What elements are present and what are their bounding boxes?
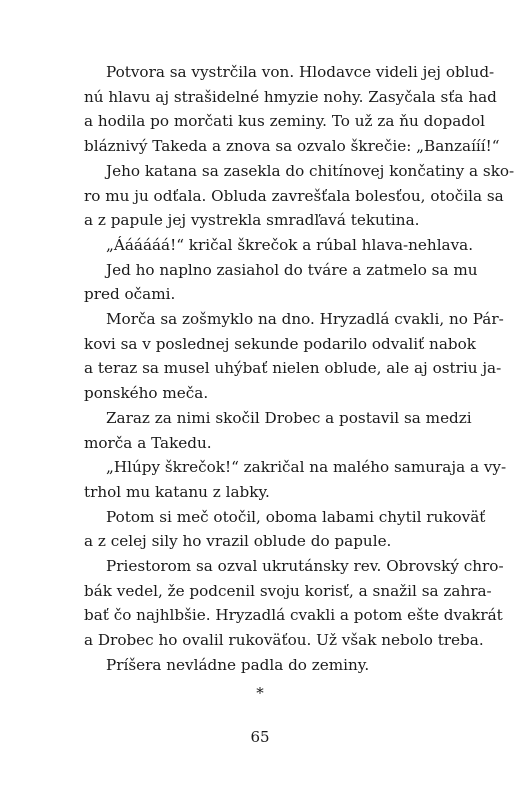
text-line: bláznivý Takeda a znova sa ozvalo škrečie: „Banzaííí!“ [84,137,500,156]
text-line: a teraz sa musel uhýbať nielen oblude, ale aj ostriu ja- [84,359,502,378]
text-line: a hodila po morčati kus zeminy. To už za ňu dopadol [84,112,485,131]
text-line: a z celej sily ho vrazil oblude do papule. [84,532,392,551]
text-line: morča a Takedu. [84,433,212,452]
text-line: Priestorom sa ozval ukrutánsky rev. Obrovský chro- [106,557,504,576]
text-line: a z papule jej vystrekla smradľavá tekutina. [84,211,420,230]
body-text [84,60,515,678]
text-line: Potvora sa vystrčila von. Hlodavce videli jej oblud- [106,63,495,81]
text-line: trhol mu katanu z labky. [84,482,270,501]
text-line: Morča sa zošmyklo na dno. Hryzadlá cvakli, no Pár- [106,310,504,329]
text-line: pred očami. [84,285,176,304]
section-separator: * [256,684,264,702]
text-line: kovi sa v poslednej sekunde podarilo odvaliť nabok [84,334,476,353]
text-line: Potom si meč otočil, oboma labami chytil rukoväť [106,507,486,526]
text-line: „Hlúpy škrečok!“ zakričal na malého samuraja a vy- [106,458,507,477]
text-line: a Drobec ho ovalil rukoväťou. Už však nebolo treba. [84,631,484,650]
text-line: Jed ho naplno zasiahol do tváre a zatmelo sa mu [106,260,478,279]
text-line: nú hlavu aj strašidelné hmyzie nohy. Zasyčala sťa had [84,87,497,106]
text-line: ponského meča. [84,384,209,403]
page-number: 65 [250,728,270,746]
text-line: Zaraz za nimi skočil Drobec a postavil sa medzi [106,408,472,427]
text-line: bať čo najhlbšie. Hryzadlá cvakli a potom ešte dvakrát [84,606,503,625]
text-line: bák vedel, že podcenil svoju korisť, a snažil sa zahra- [84,581,492,600]
text-line: ro mu ju odťala. Obluda zavrešťala bolesťou, otočila sa [84,186,504,205]
text-line: Jeho katana sa zasekla do chitínovej končatiny a sko- [106,161,515,180]
text-line: Príšera nevládne padla do zeminy. [106,655,370,674]
text-line: „Áááááá!“ kričal škrečok a rúbal hlava-nehlava. [106,235,474,254]
